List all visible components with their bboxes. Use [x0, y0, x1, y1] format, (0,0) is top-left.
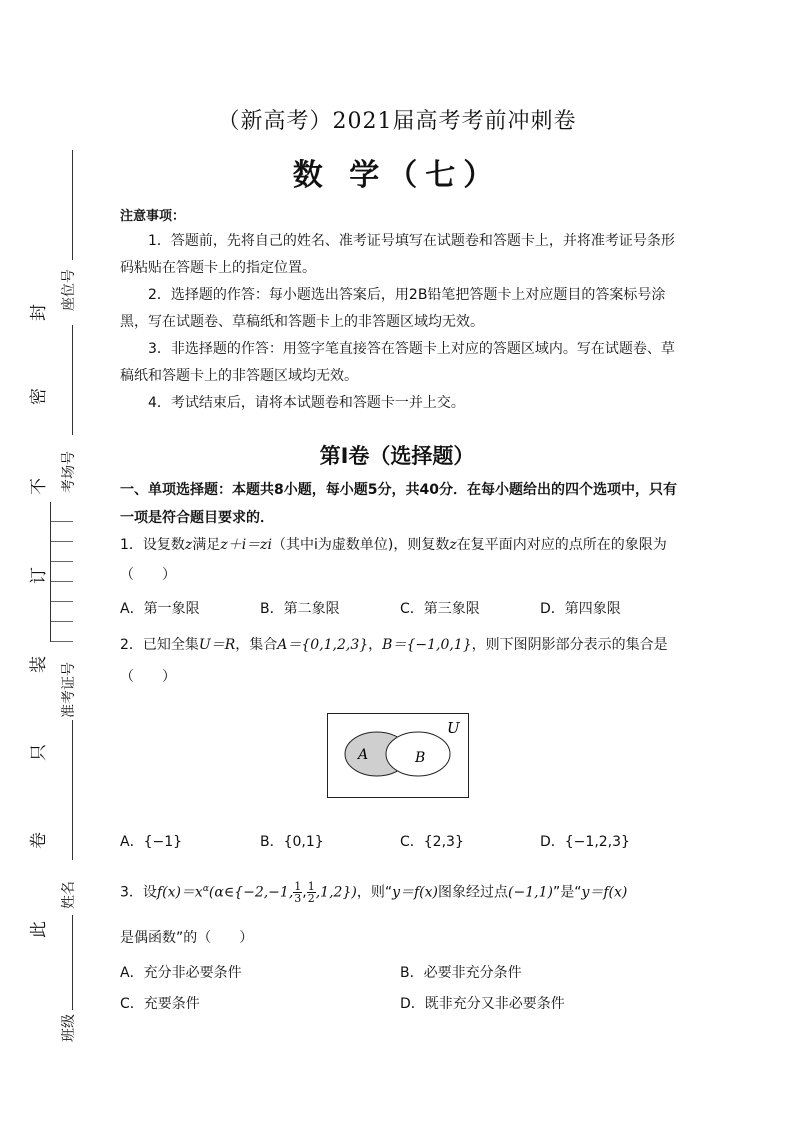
q1-option-c: C．第三象限	[400, 601, 480, 617]
notice-item-2: 2．选择题的作答：每小题选出答案后，用2B铅笔把答题卡上对应题目的答案标号涂黑，写在试题卷、草稿纸和答题卡上的非答题区域均无效。	[120, 287, 666, 330]
seal-char-3: 不	[29, 478, 49, 495]
venn-diagram	[327, 713, 469, 799]
field-name: 姓名	[61, 881, 77, 909]
q1-option-a: A．第一象限	[120, 601, 200, 617]
seal-char-2: 密	[29, 388, 49, 405]
question-1: 1．设复数z满足z＋i＝zi（其中i为虚数单位)，则复数z在复平面内对应的点所在的象限为（ ）	[120, 537, 667, 583]
id-number-grid	[50, 502, 73, 642]
part-instructions: 一、单项选择题：本题共8小题，每小题5分，共40分．在每小题给出的四个选项中，只有一项是符合题目要求的．	[120, 482, 677, 526]
seal-char-8: 此	[29, 921, 49, 938]
seal-char-6: 只	[29, 744, 49, 761]
q1-option-b: B．第二象限	[260, 601, 340, 617]
field-class: 班级	[61, 1014, 77, 1042]
q2-option-c: C．{2,3}	[400, 834, 464, 850]
q1-option-d: D．第四象限	[540, 601, 621, 617]
notice-item-3: 3．非选择题的作答：用签字笔直接答在答题卡上对应的答题区域内。写在试题卷、草稿纸和答题卡上的非答题区域均无效。	[120, 341, 675, 384]
venn-label-u: U	[447, 719, 460, 737]
q3-option-a: A．充分非必要条件	[120, 965, 242, 981]
seal-char-5: 装	[29, 656, 49, 673]
q3-option-b: B．必要非充分条件	[400, 965, 522, 981]
fraction-one-half: $\frac{1}{2}$	[307, 880, 315, 906]
q2-paren: （ ）	[120, 669, 176, 685]
field-seat: 座位号	[61, 269, 77, 311]
fraction-one-third: $\frac{1}{3}$	[294, 880, 302, 906]
venn-label-b: B	[415, 750, 426, 766]
notice-item-4: 4．考试结束后，请将本试题卷和答题卡一并上交。	[148, 395, 465, 411]
venn-label-a: A	[358, 747, 369, 763]
q2-option-a: A．{−1}	[120, 834, 183, 850]
seal-char-7: 卷	[29, 832, 49, 849]
q2-option-b: B．{0,1}	[260, 834, 324, 850]
seal-char-4: 订	[29, 567, 49, 584]
exam-subtitle: （新高考）2021届高考考前冲刺卷	[217, 109, 577, 134]
notice-title: 注意事项：	[120, 209, 186, 224]
question-3: 3．设$f(x)=x^\alpha(\alpha\in\{-2,-1$, $\frac{1}{3}$ , $\frac{1}{2}$ ,1,2})，则“y＝f(x)图象经过点(−1,1)”是“y＝f(x)	[120, 880, 628, 906]
q3-option-c: C．充要条件	[120, 996, 200, 1012]
field-room: 考场号	[61, 451, 77, 493]
seal-char-1: 封	[29, 304, 49, 321]
question-2: 2．已知全集U＝R，集合A＝{0,1,2,3}，B＝{−1,0,1}，则下图阴影部分表示的集合是	[120, 637, 668, 653]
q2-option-d: D．{−1,2,3}	[540, 834, 630, 850]
exam-title: 数 学（七）	[292, 158, 502, 193]
notice-item-1: 1．答题前，先将自己的姓名、准考证号填写在试题卷和答题卡上，并将准考证号条形码粘贴在答题卡上的指定位置。	[120, 233, 675, 276]
field-line	[72, 720, 73, 860]
section-title: 第Ⅰ卷（选择题）	[319, 444, 475, 468]
field-line	[72, 325, 73, 435]
q3-option-d: D．既非充分又非必要条件	[400, 996, 565, 1012]
field-line	[72, 915, 73, 1010]
field-exam-id: 准考证号	[61, 662, 77, 718]
q3-line-2: 是偶函数”的（ ）	[120, 930, 254, 946]
